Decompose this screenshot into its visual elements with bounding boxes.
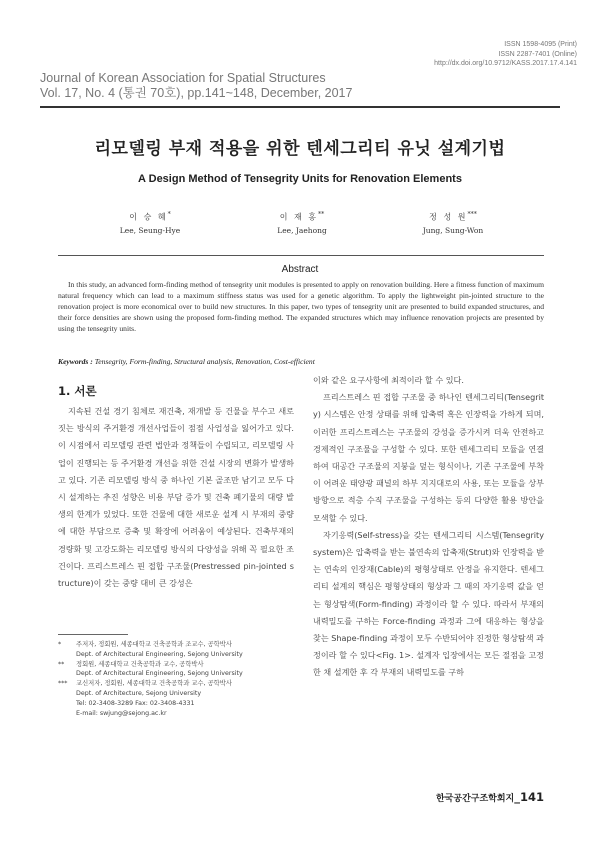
footnote-line: Dept. of Architectural Engineering, Sejong University — [76, 670, 243, 678]
footnote-line: Dept. of Architecture, Sejong University — [76, 689, 202, 697]
footnote-rule — [58, 634, 128, 635]
keywords-text: Tensegrity, Form-finding, Structural analysis, Renovation, Cost-efficient — [94, 357, 315, 366]
abstract-heading: Abstract — [281, 264, 319, 275]
footnote-mark: ** — [58, 660, 65, 668]
author-mark: ** — [318, 211, 325, 218]
author-english-name: Lee, Jaehong — [277, 225, 327, 235]
doi-link[interactable]: http://dx.doi.org/10.9712/KASS.2017.17.4.141 — [434, 60, 577, 67]
footnotes — [58, 640, 294, 718]
section-heading: 1. 서론 — [58, 384, 97, 398]
author-3 — [373, 208, 533, 237]
footnote-mark: *** — [58, 680, 68, 688]
journal-issue: Vol. 17, No. 4 (통권 70호), pp.141~148, December, 2017 — [40, 86, 353, 100]
right-paragraph-continued: 이와 같은 요구사항에 최적이라 할 수 있다. — [313, 375, 464, 385]
footnote-1 — [58, 640, 294, 660]
footnote-line: 교신저자, 정회원, 세종대학교 건축공학과 교수, 공학박사 — [76, 680, 232, 688]
issn-block — [434, 40, 577, 69]
english-title: A Design Method of Tensegrity Units for Renovation Elements — [138, 173, 462, 185]
footnote-email[interactable]: E-mail: swjung@sejong.ac.kr — [76, 709, 167, 717]
footnote-line: Tel: 02-3408-3289 Fax: 02-3408-4331 — [76, 699, 195, 707]
author-korean-name: 이 승 혜 — [129, 212, 168, 222]
author-mark: *** — [467, 211, 477, 218]
korean-title: 리모델링 부재 적용을 위한 텐세그리티 유닛 설계기법 — [94, 139, 506, 159]
right-paragraph: 프리스트레스 핀 접합 구조물 중 하나인 텐세그리티(Tensegrity) 시스템은 안정 상태를 위해 압축력 혹은 인장력을 가하게 되며, 이러한 프리스트레스는 구조물의 강성을 증가시켜 더욱 안전하고 경제적인 구조물을 구성할 수 있다. 또한 텐세그리티 모듈을 연결하여 대공간 구조물의 지붕을 덮는 형식이나, 기존 구조물에 부착이 어려운 태양광 패널의 하부 지지대로의 사용, 또는 모듈을 상부 방향으로 적층 수직 구조물을 구성하는 등의 다양한 활용 방안을 모색할 수 있다. — [313, 392, 544, 523]
author-korean-name: 정 성 원 — [429, 212, 468, 222]
footnote-2 — [58, 660, 294, 680]
footer-journal: 한국공간구조학회지 — [435, 794, 515, 804]
footnote-line: 정회원, 세종대학교 건축공학과 교수, 공학박사 — [76, 660, 204, 668]
page-footer — [436, 790, 544, 804]
abstract-text: In this study, an advanced form-finding method of tensegrity unit modules is presented to apply on renovation building. Here a fitness function of maximum natural frequency which can lead to a maximum stiffness status was used for a genetic algorithm. To apply the lightweight pin-jointed structure to the renovation project is more economical over to build new structures. In this paper, two types of tensegrity unit are presented to build expanded structures, and their force densities are shown using the proposed form-finding method. The expanded structures which may influence renovation projects are presented by using the tensegrity units. — [58, 280, 544, 333]
author-english-name: Jung, Sung-Won — [422, 225, 484, 235]
left-paragraph: 지속된 건설 경기 침체로 재건축, 재개발 등 건물을 부수고 새로 짓는 방식의 주거환경 개선사업들이 점점 사업성을 잃어가고 있다. 이 시점에서 리모델링 관련 법안과 정책들이 수립되고, 리모델링 사업이 진행되는 등 주거환경 개선을 위한 건설 시장의 변화가 발생하고 있다. 기존 리모델링 방식 중 하나인 기본 골조만 남기고 모두 다시 설계하는 추진 성향은 비용 부담 증가 및 건축 폐기물의 대량 발생의 한계가 있었다. 또한 건물에 대한 새로운 설계 시 부재의 중량에 대한 부담으로 증축 및 확장에 어려움이 예상된다. 건축부재의 경량화 및 고강도화는 리모델링 방식의 다양성을 위해 꼭 필요한 조건이다. 프리스트레스 핀 접합 구조물(Prestressed pin-jointed structure)이 갖는 중량 대비 큰 강성은 — [58, 406, 294, 589]
issn-print: ISSN 1598-4095 (Print) — [504, 41, 577, 48]
footnote-line: 주저자, 정회원, 세종대학교 건축공학과 조교수, 공학박사 — [76, 641, 232, 648]
right-paragraph: 자기응력(Self-stress)을 갖는 텐세그리티 시스템(Tensegrity system)은 압축력을 받는 불연속의 압축재(Strut)와 인장력을 받는 연속의 인장재(Cable)의 평형상태로 안정을 유지한다. 텐세그리티 설계의 핵심은 평형상태의 형상과 그 때의 자기응력 값을 얻는 형상탐색(Form-finding) 과정이라 할 수 있다. 따라서 부재의 내력밀도를 구하는 Force-finding 과정과 그에 대응하는 형상을 찾는 Shape-finding 과정이 모두 수반되어야 진정한 형상탐색 과정이라 할 수 있다<Fig. 1>. 설계자 입장에서는 모든 절점을 고정한 채 설계한 후 각 부재의 내력밀도를 구하 — [313, 529, 544, 678]
page-number: _141 — [514, 790, 544, 804]
author-english-name: Lee, Seung-Hye — [119, 225, 181, 235]
footnote-line: Dept. of Architectural Engineering, Sejong University — [76, 650, 243, 658]
abstract-rule — [58, 255, 544, 256]
journal-name: Journal of Korean Association for Spatial Structures — [40, 71, 326, 85]
author-mark: * — [167, 211, 171, 218]
header-rule — [40, 106, 560, 108]
author-2 — [222, 208, 382, 237]
author-1 — [70, 208, 230, 237]
footnote-mark: * — [58, 641, 62, 648]
keywords-label: Keywords : — [58, 357, 95, 366]
author-korean-name: 이 재 홍 — [279, 212, 319, 222]
issn-online: ISSN 2287-7401 (Online) — [498, 50, 577, 58]
keywords-line — [58, 357, 315, 366]
left-column — [58, 403, 294, 592]
footnote-3 — [58, 679, 294, 718]
right-column — [313, 372, 544, 682]
